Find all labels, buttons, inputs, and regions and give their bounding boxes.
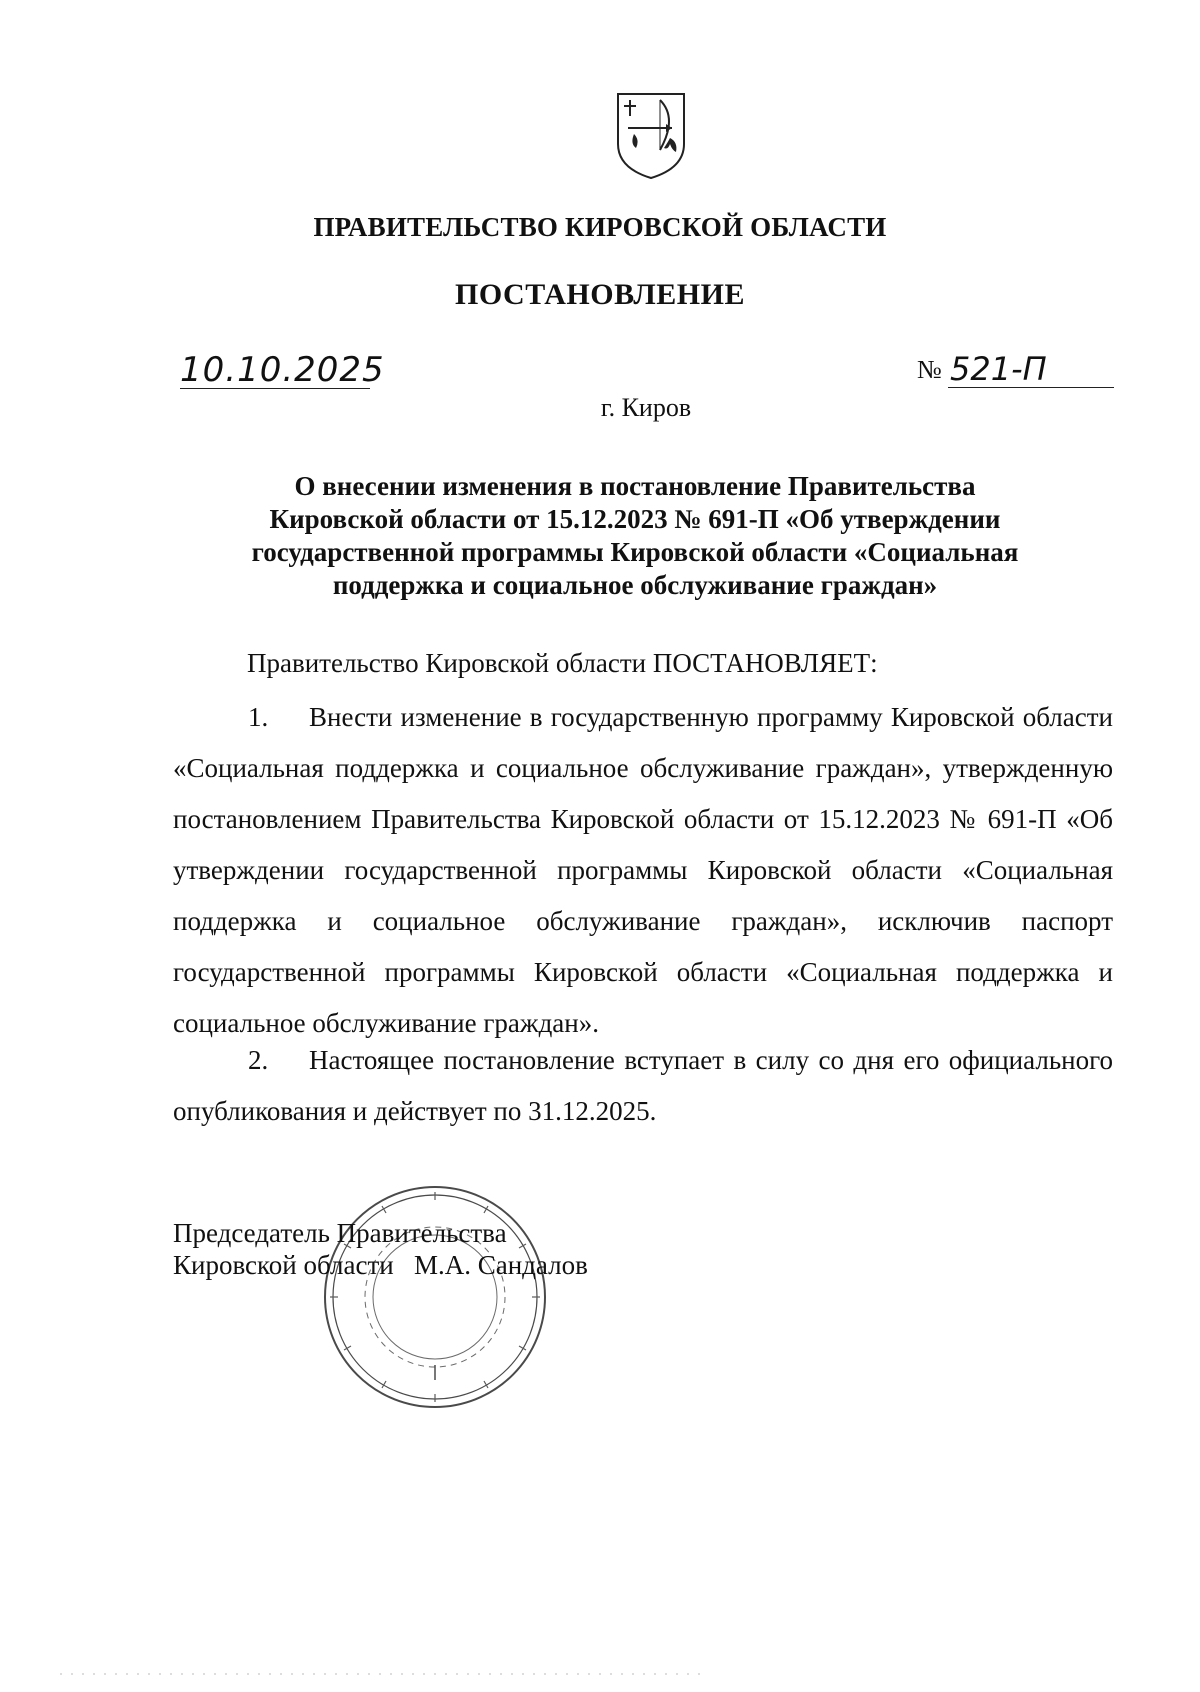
signer-position: Председатель Правительства xyxy=(173,1218,507,1248)
official-seal-icon xyxy=(318,1180,553,1415)
subject-line: государственной программы Кировской области «Социальная xyxy=(251,537,1019,567)
document-subject xyxy=(200,470,1070,602)
signer-name: Кировской области М.А. Сандалов xyxy=(173,1250,588,1280)
item-number: 1. xyxy=(248,702,269,732)
date-underline xyxy=(180,388,370,389)
preamble: Правительство Кировской области ПОСТАНОВЛЯЕТ: xyxy=(247,648,878,678)
subject-line: поддержка и социальное обслуживание граждан» xyxy=(332,570,938,600)
item-text: Внести изменение в государственную программу Кировской области «Социальная поддержка и социальное обслуживание граждан», утвержденную постановлением Правительства Кировской области от 15.12.2023 № 691-П «Об утверждении государственной программы Кировской области «Социальная поддержка и социальное обслуживание граждан», исключив паспорт государственной программы Кировской области «Социальная поддержка и социальное обслуживание граждан». xyxy=(173,702,1113,1038)
list-item xyxy=(173,1035,1113,1137)
coat-of-arms-icon xyxy=(612,88,690,180)
list-item xyxy=(173,692,1113,1049)
document-type-title: ПОСТАНОВЛЕНИЕ xyxy=(455,278,745,311)
organization-title: ПРАВИТЕЛЬСТВО КИРОВСКОЙ ОБЛАСТИ xyxy=(313,212,887,242)
document-date: 10.10.2025 xyxy=(180,350,385,390)
item-number: 2. xyxy=(248,1045,269,1075)
number-sign: № xyxy=(917,355,942,384)
item-text: Настоящее постановление вступает в силу со дня его официального опубликования и действует по 31.12.2025. xyxy=(173,1045,1113,1126)
scan-artifact-dots xyxy=(60,1672,700,1676)
number-underline xyxy=(948,387,1114,388)
city-name: г. Киров xyxy=(600,393,692,422)
subject-line: Кировской области от 15.12.2023 № 691-П «Об утверждении xyxy=(269,504,1001,534)
document-number: 521-П xyxy=(950,350,1047,388)
subject-line: О внесении изменения в постановление Правительства xyxy=(294,471,976,501)
